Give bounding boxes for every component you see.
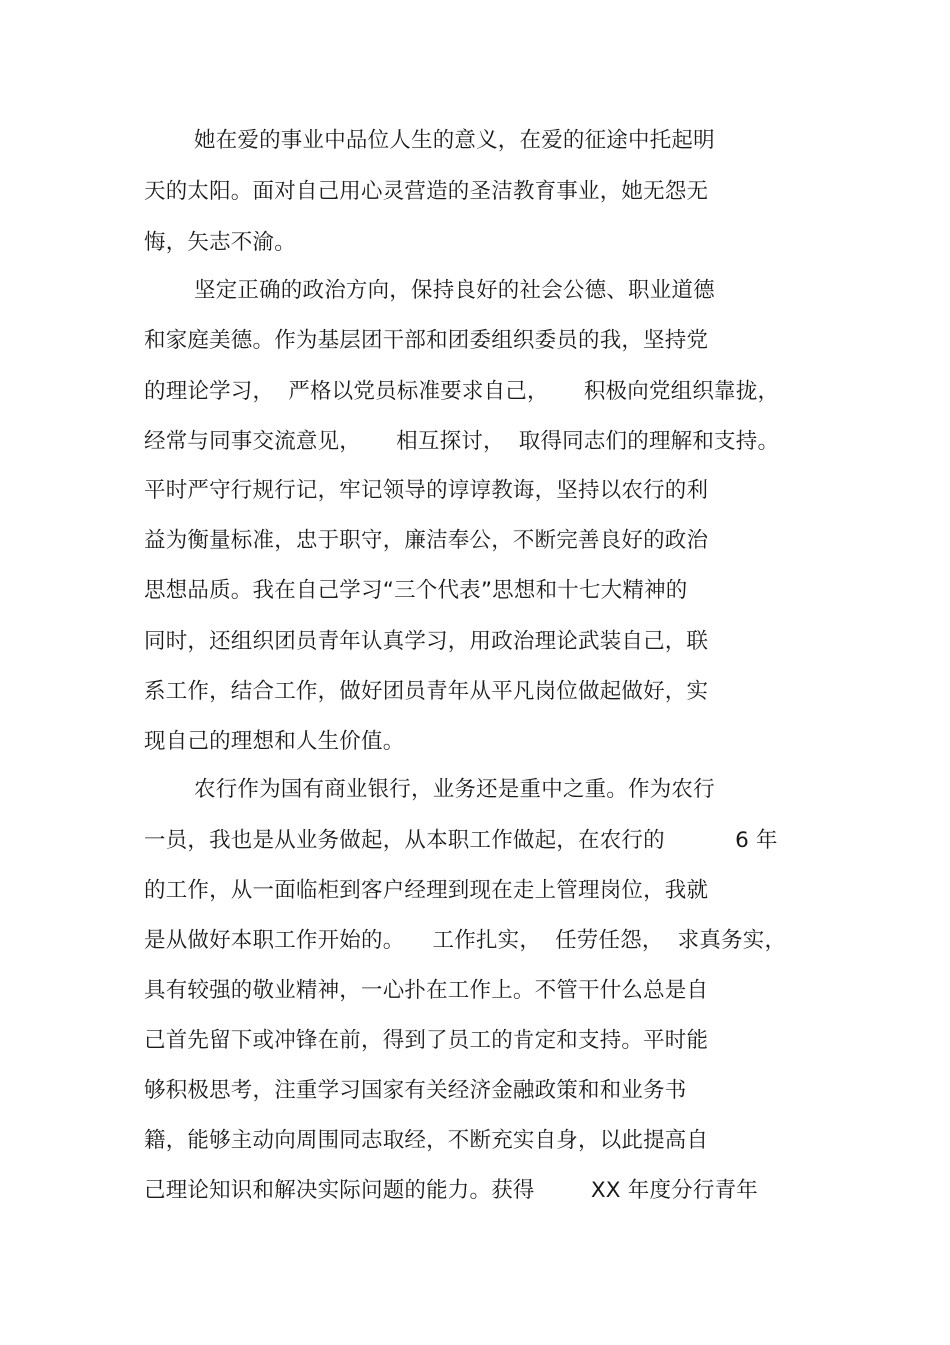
text-line: 她在爱的事业中品位人生的意义，在爱的征途中托起明 — [194, 128, 715, 153]
text-line: 农行作为国有商业银行，业务还是重中之重。作为农行 — [194, 777, 715, 802]
text-line: 同时，还组织团员青年认真学习，用政治理论武装自己，联 — [144, 629, 709, 654]
text-line: 平时严守行规行记，牢记领导的谆谆教诲，坚持以农行的利 — [144, 478, 709, 503]
text-line: 己首先留下或冲锋在前，得到了员工的肯定和支持。平时能 — [144, 1028, 709, 1053]
text-line: 现自己的理想和人生价值。 — [144, 729, 405, 754]
text-line: 益为衡量标准，忠于职守，廉洁奉公，不断完善良好的政治 — [144, 528, 709, 553]
text-line: 的理论学习， 严格以党员标准要求自己， 积极向党组织靠拢， — [144, 379, 780, 404]
text-line: 够积极思考，注重学习国家有关经济金融政策和和业务书 — [144, 1078, 687, 1103]
text-line: 悔，矢志不渝。 — [144, 230, 296, 255]
text-line: 坚定正确的政治方向，保持良好的社会公德、职业道德 — [194, 278, 715, 303]
text-line: 和家庭美德。作为基层团干部和团委组织委员的我，坚持党 — [144, 328, 709, 353]
text-line: 具有较强的敬业精神，一心扑在工作上。不管干什么总是自 — [144, 978, 709, 1003]
text-line: 经常与同事交流意见， 相互探讨， 取得同志们的理解和支持。 — [144, 429, 780, 454]
text-line: 系工作，结合工作，做好团员青年从平凡岗位做起做好，实 — [144, 679, 709, 704]
text-line: 天的太阳。面对自己用心灵营造的圣洁教育事业，她无怨无 — [144, 179, 709, 204]
text-line: 的工作，从一面临柜到客户经理到现在走上管理岗位，我就 — [144, 878, 709, 903]
text-line: 一员，我也是从业务做起，从本职工作做起，在农行的 6 年 — [144, 828, 778, 853]
text-line: 籍，能够主动向周围同志取经，不断充实自身，以此提高自 — [144, 1128, 709, 1153]
text-line: 思想品质。我在自己学习“三个代表”思想和十七大精神的 — [144, 578, 688, 603]
text-line: 己理论知识和解决实际问题的能力。获得 XX 年度分行青年 — [144, 1178, 758, 1203]
text-line: 是从做好本职工作开始的。 工作扎实， 任劳任怨， 求真务实， — [144, 928, 787, 953]
